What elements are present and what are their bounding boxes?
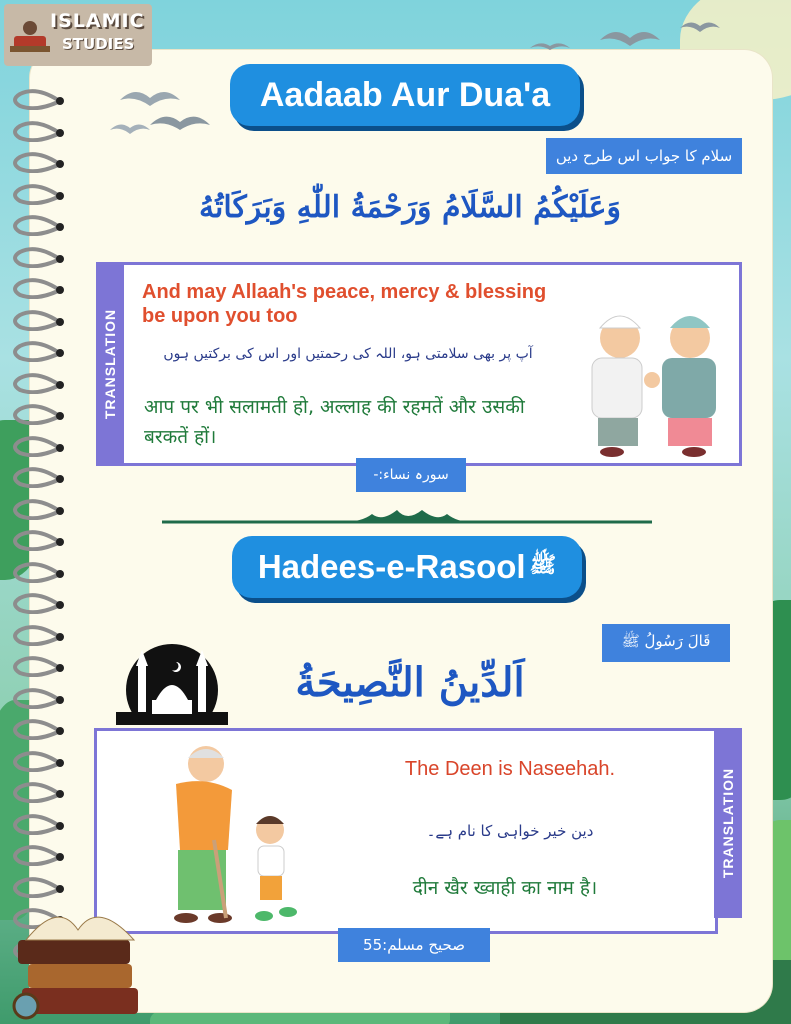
ornamental-divider [162,508,652,532]
spiral-binding-ring-icon [6,750,68,772]
spiral-binding-ring-icon [6,655,68,677]
logo-line1: ISLAMIC [50,10,145,32]
section2-arabic: اَلدِّينُ النَّصِيحَةُ [295,659,525,706]
spiral-binding-ring-icon [6,151,68,173]
section1-arabic: وَعَلَيْكُمُ السَّلَامُ وَرَحْمَةُ اللّٰهِ وَبَرَكَاتُهُ [198,190,622,225]
mosque-silhouette-icon [116,640,228,725]
spiral-binding-ring-icon [6,498,68,520]
spiral-binding-ring-icon [6,781,68,803]
spiral-binding-ring-icon [6,435,68,457]
spiral-binding-ring-icon [6,214,68,236]
spiral-binding-ring-icon [6,718,68,740]
section1-english: And may Allaah's peace, mercy & blessing be upon you too [142,281,547,327]
logo-line2: STUDIES [62,35,135,53]
section2-urdu: دین خیر خواہی کا نام ہے۔ [426,822,594,840]
spiral-binding-ring-icon [6,466,68,488]
children-greeting-illustration [582,298,728,458]
section2-hindi: दीन खैर ख्वाही का नाम है। [412,877,598,899]
spiral-binding-ring-icon [6,813,68,835]
spiral-binding-ring-icon [6,561,68,583]
flying-birds-icon [110,70,220,150]
spiral-binding-ring-icon [6,844,68,866]
spiral-binding-ring-icon [6,246,68,268]
instruction-tag [546,138,742,174]
section2-english: The Deen is Naseehah. [404,758,616,780]
spiral-binding-ring-icon [6,183,68,205]
spiral-binding-ring-icon [6,687,68,709]
spiral-binding-ring-icon [6,403,68,425]
section1-urdu: آپ پر بھی سلامتی ہو، اللہ کی رحمتیں اور اس کی برکتیں ہوں [163,346,533,362]
section2-title-pill [232,536,582,598]
section1-title-pill [230,64,580,126]
book-stack-icon [8,880,148,1020]
instruction-text: سلام کا جواب اس طرح دیں [555,147,733,165]
spiral-binding-ring-icon [6,372,68,394]
spiral-binding-ring-icon [6,529,68,551]
flying-birds-icon [520,10,720,55]
spiral-binding-ring-icon [6,340,68,362]
section2-reference: صحیح مسلم:55 [338,928,490,962]
section1-reference: سورہ نساء:- [356,458,466,492]
spiral-binding-ring-icon [6,309,68,331]
section2-title: Hadees-e-Rasool [257,548,526,585]
grandfather-child-illustration [142,740,322,930]
section1-hindi: आप पर भी सलामती हो, अल्लाह की रहमतें और उसकी बरकतें हों। [144,396,525,448]
quran-reader-icon [8,16,52,56]
spiral-binding-ring-icon [6,120,68,142]
qaal-rasool-tag: قَالَ رَسُولُ ﷺ [602,624,730,662]
spiral-binding-ring-icon [6,592,68,614]
section1-translation-label: TRANSLATION [96,262,124,466]
spiral-binding-ring-icon [6,624,68,646]
section1-title: Aadaab Aur Dua'a [259,75,551,114]
spiral-binding-ring-icon [6,88,68,110]
islamic-studies-logo [4,4,152,66]
spiral-binding-ring-icon [6,277,68,299]
section2-translation-label: TRANSLATION [714,728,742,918]
honorific: ﷺ [529,552,557,577]
